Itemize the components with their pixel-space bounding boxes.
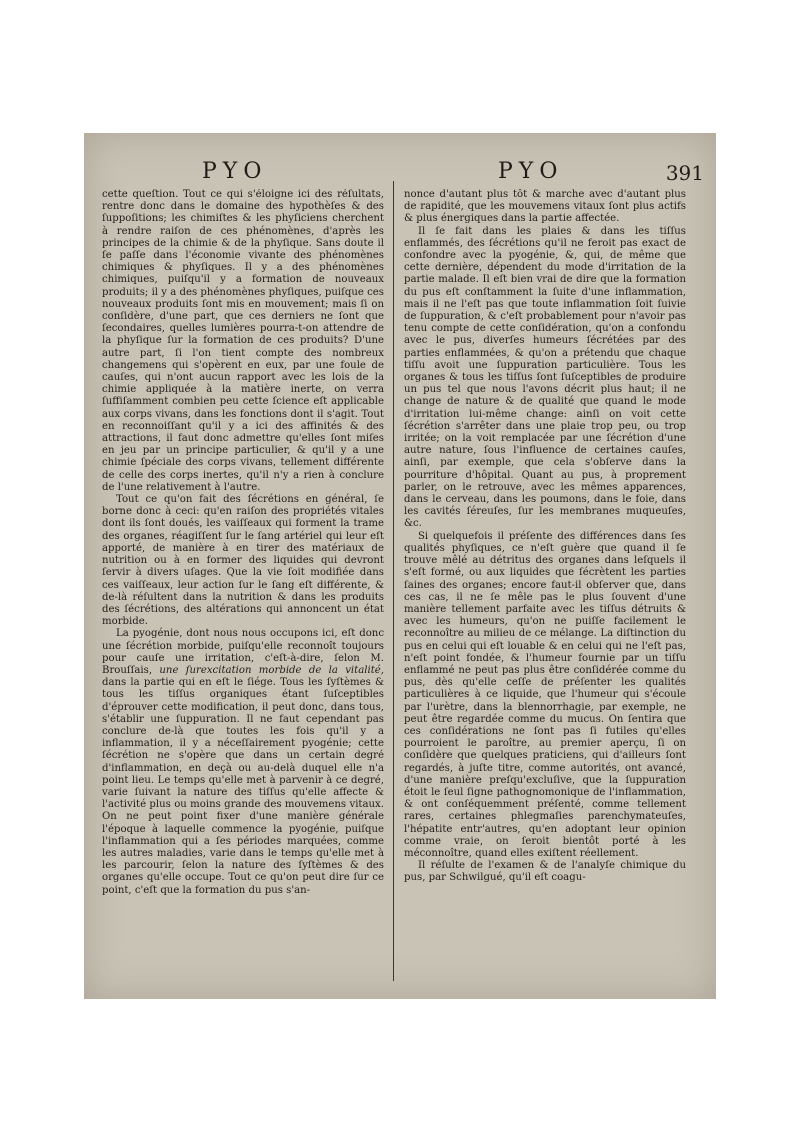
paragraph: nonce d'autant plus tôt & marche avec d'autant plus de rapidité, que les mouvemens vitaux ſont plus actifs & plus énergiques dans la partie affectée. <box>404 189 686 225</box>
page-number: 391 <box>665 161 704 185</box>
paragraph <box>102 628 384 896</box>
running-head-right: PYO <box>498 159 564 184</box>
column-divider <box>393 181 394 981</box>
paragraph: Il réſulte de l'examen & de l'analyſe chimique du pus, par Schwilgué, qu'il eſt coagu- <box>404 860 686 884</box>
paragraph: Si quelquefois il préſente des différences dans ſes qualités phyſiques, ce n'eſt guère que quand il ſe trouve mêlé au détritus des organes dans leſquels il s'eſt formé, ou aux liquides que ſécrètent les parties ſaines des organes; encore faut-il obſerver que, dans ces cas, il ne ſe mêle pas le plus ſouvent d'une manière tellement parfaite avec les tiſſus détruits & avec les humeurs, qu'on ne puiſſe facilement le reconnoître au milieu de ce mélange. La diſtinction du pus en celui qui eſt louable & en celui qui ne l'eſt pas, n'eſt point fondée, & l'humeur fournie par un tiſſu enflammé ne peut pas plus être conſidérée comme du pus, dès qu'elle ceſſe de préſenter les qualités particulières à ce liquide, que l'humeur qui s'écoule par l'urètre, dans la blennorrhagie, par exemple, ne peut être regardée comme du mucus. On ſentira que ces conſidérations ne ſont pas ſi futiles qu'elles pourroient le paroître, au premier aperçu, ſi on conſidère que quelques praticiens, qui d'ailleurs ſont regardés, à juſte titre, comme autorités, ont avancé, d'une manière preſqu'excluſive, que la ſuppuration étoit le ſeul ſigne pathognomonique de l'inflammation, & ont conſéquemment préſenté, comme tellement rares, certaines phlegmaſies parenchymateuſes, l'hépatite entr'autres, qu'en adoptant leur opinion comme vraie, on ſeroit bientôt porté à les méconnoître, quand elles exiſtent réellement. <box>404 530 686 859</box>
paragraph-text: La pyogénie, dont nous nous occupons ici, eſt donc une ſécrétion morbide, puiſqu'elle reconnoît toujours pour cauſe une irritation, c'eſt-à-dire, ſelon M. Brouſſais, <box>102 628 384 676</box>
paragraph: cette queſtion. Tout ce qui s'éloigne ici des réſultats, rentre donc dans le domaine des hypothèſes & des ſuppoſitions; les chimiſtes & les phyſiciens cherchent à rendre raiſon de ces phénomènes, d'après les principes de la chimie & de la phyſique. Sans doute il ſe paſſe dans l'économie vivante des phénomènes chimiques & phyſiques. Il y a des phénomènes chimiques, puiſqu'il y a formation de nouveaux produits; il y a des phénomènes phyſiques, puiſque ces nouveaux produits ſont mis en mouvement; mais ſi on conſidère, d'une part, que ces derniers ne ſont que ſecondaires, quelles lumières pourra-t-on attendre de la phyſique ſur la formation de ces produits? D'une autre part, ſi l'on tient compte des nombreux changemens qui s'opèrent en eux, par une foule de cauſes, qui n'ont aucun rapport avec les lois de la chimie appliquée à la matière inerte, on verra ſuffiſamment combien peu cette ſcience eſt applicable aux corps vivans, dans les fonctions dont il s'agit. Tout en reconnoiſſant qu'il y a ici des affinités & des attractions, il faut donc admettre qu'elles ſont miſes en jeu par un principe particulier, & qu'il y a une chimie ſpéciale des corps vivans, tellement différente de celle des corps inertes, qu'il n'y a rien à conclure de l'une relativement à l'autre. <box>102 189 384 493</box>
italic-quote: une ſurexcitation morbide de la vitalité, <box>159 664 384 676</box>
paragraph: Il ſe fait dans les plaies & dans les tiſſus enflammés, des ſécrétions qu'il ne feroit pas exact de confondre avec la pyogénie, &, qui, de même que cette dernière, dépendent du mode d'irritation de la partie malade. Il eſt bien vrai de dire que la formation du pus eſt conſtamment la ſuite d'une inflammation, mais il ne l'eſt pas que toute inflammation ſoit ſuivie de ſuppuration, & c'eſt probablement pour n'avoir pas tenu compte de cette conſidération, qu'on a confondu avec le pus, diverſes humeurs ſécrétées par des parties enflammées, & qu'on a prétendu que chaque tiſſu avoit une ſuppuration particulière. Tous les organes & tous les tiſſus ſont ſuſceptibles de produire un pus tel que nous l'avons décrit plus haut; il ne change de nature & de qualité que quand le mode d'irritation lui-même change: ainſi on voit cette ſécrétion s'arrêter dans une plaie trop peu, ou trop irritée; on la voit remplacée par une ſécrétion d'une autre nature, ſous l'influence de certaines cauſes, ainſi, par exemple, que cela s'obſerve dans la pourriture d'hôpital. Quant au pus, à proprement parler, on le retrouve, avec les mêmes apparences, dans le cerveau, dans les poumons, dans le foie, dans les cavités ſéreuſes, ſur les membranes muqueuſes, &c. <box>404 225 686 530</box>
scanned-page <box>84 133 716 999</box>
page-header <box>84 159 716 185</box>
left-column <box>102 189 384 985</box>
paragraph-text: dans la partie qui en eſt le ſiége. Tous les ſyſtèmes & tous les tiſſus organiques étant ſuſceptibles d'éprouver cette modification, il peut donc, dans tous, s'établir une ſuppuration. Il ne faut cependant pas conclure de-là que toutes les fois qu'il y a inflammation, il y a néceſſairement pyogénie; cette ſécrétion ne s'opère que dans un certain degré d'inflammation, en deçà ou au-delà duquel elle n'a point lieu. Le temps qu'elle met à parvenir à ce degré, varie ſuivant la nature des tiſſus qu'elle affecte & l'activité plus ou moins grande des mouvemens vitaux. On ne peut point fixer d'une manière générale l'époque à laquelle commence la pyogénie, puiſque l'inflammation qui a ſes périodes marquées, comme les autres maladies, varie dans le temps qu'elle met à les parcourir, ſelon la nature des ſyſtèmes & des organes qu'elle occupe. Tout ce qu'on peut dire ſur ce point, c'eſt que la formation du pus s'an- <box>102 677 384 896</box>
paragraph: Tout ce qu'on fait des ſécrétions en général, ſe borne donc à ceci: qu'en raiſon des propriétés vitales dont ils ſont doués, les vaiſſeaux qui forment la trame des organes, réagiſſent ſur le ſang artériel qui leur eſt apporté, de manière à en tirer des matériaux de nutrition ou à en former des liquides qui devront ſervir à divers uſages. Que la vie ſoit modifiée dans ces vaiſſeaux, leur action ſur le ſang eſt différente, & de-là réſultent dans la nutrition & dans les produits des ſécrétions, des altérations qui annoncent un état morbide. <box>102 494 384 628</box>
right-column <box>404 189 686 985</box>
running-head-left: PYO <box>202 159 268 184</box>
